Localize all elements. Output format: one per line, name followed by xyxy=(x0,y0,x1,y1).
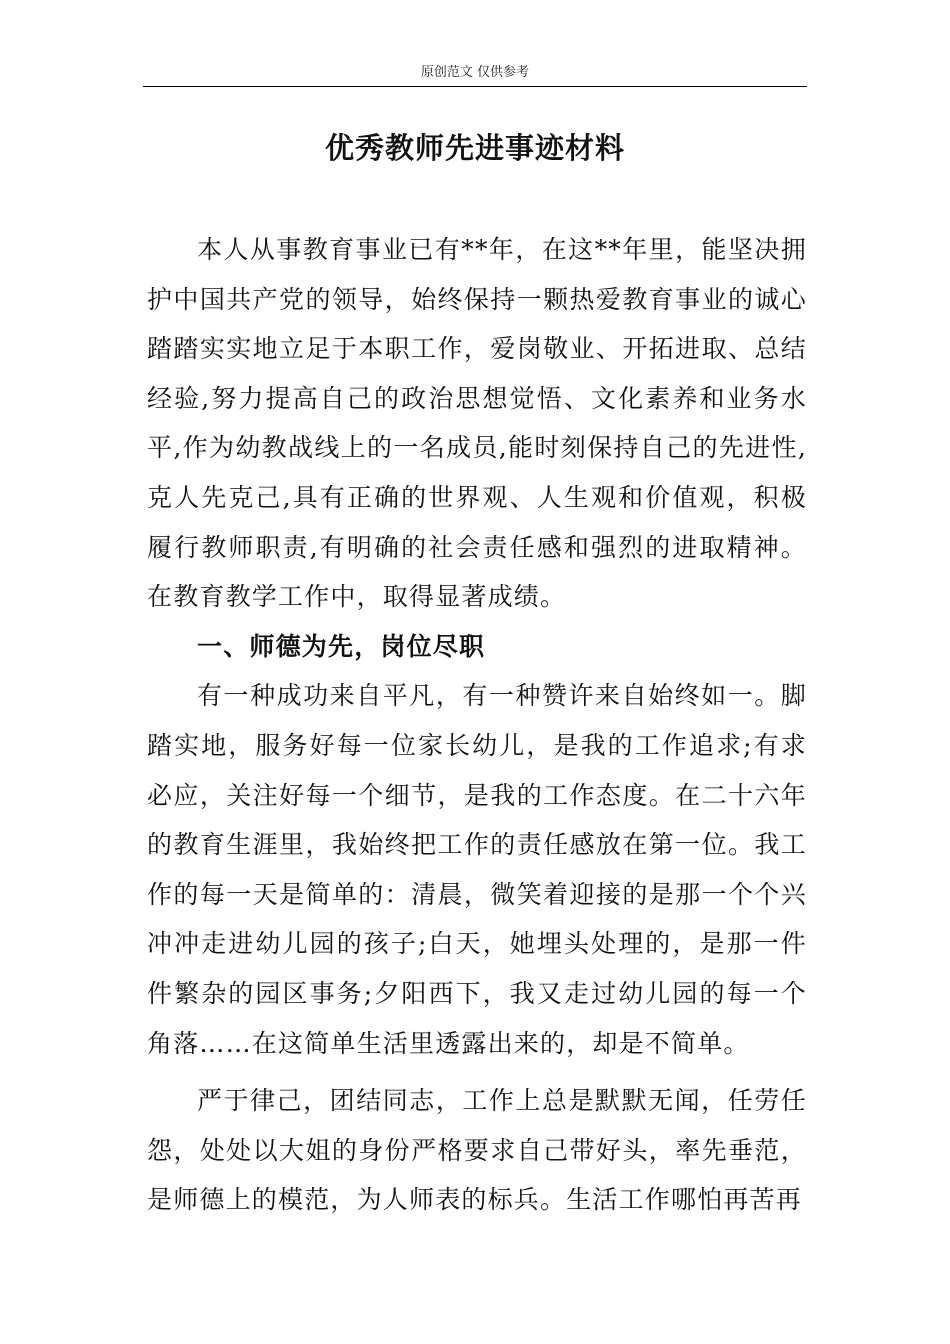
body-paragraph: 严于律己，团结同志，工作上总是默默无闻，任劳任怨，处处以大姐的身份严格要求自己带好头，率先垂范，是师德上的模范，为人师表的标兵。生活工作哪怕再苦再 xyxy=(147,1086,807,1215)
body-paragraph: 有一种成功来自平凡，有一种赞许来自始终如一。脚踏实地，服务好每一位家长幼儿，是我的工作追求;有求必应，关注好每一个细节，是我的工作态度。在二十六年的教育生涯里，我始终把工作的责任感放在第一位。我工作的每一天是简单的：清晨，微笑着迎接的是那一个个兴冲冲走进幼儿园的孩子;白天，她埋头处理的，是那一件件繁杂的园区事务;夕阳西下，我又走过幼儿园的每一个角落……在这简单生活里透露出来的，却是不简单。 xyxy=(147,681,807,1058)
intro-paragraph: 本人从事教育事业已有**年，在这**年里，能坚决拥护中国共产党的领导，始终保持一颗热爱教育事业的诚心踏踏实实地立足于本职工作，爱岗敬业、开拓进取、总结经验,努力提高自己的政治思想觉悟、文化素养和业务水平,作为幼教战线上的一名成员,能时刻保持自己的先进性,克人先克己,具有正确的世界观、人生观和价值观，积极履行教师职责,有明确的社会责任感和强烈的进取精神。在教育教学工作中，取得显著成绩。 xyxy=(147,235,807,612)
document-body xyxy=(147,225,807,1225)
page-header: 原创范文 仅供参考 xyxy=(420,65,530,80)
header-divider xyxy=(143,86,807,87)
document-title: 优秀教师先进事迹材料 xyxy=(324,131,625,165)
section-heading: 一、师德为先，岗位尽职 xyxy=(197,631,486,661)
